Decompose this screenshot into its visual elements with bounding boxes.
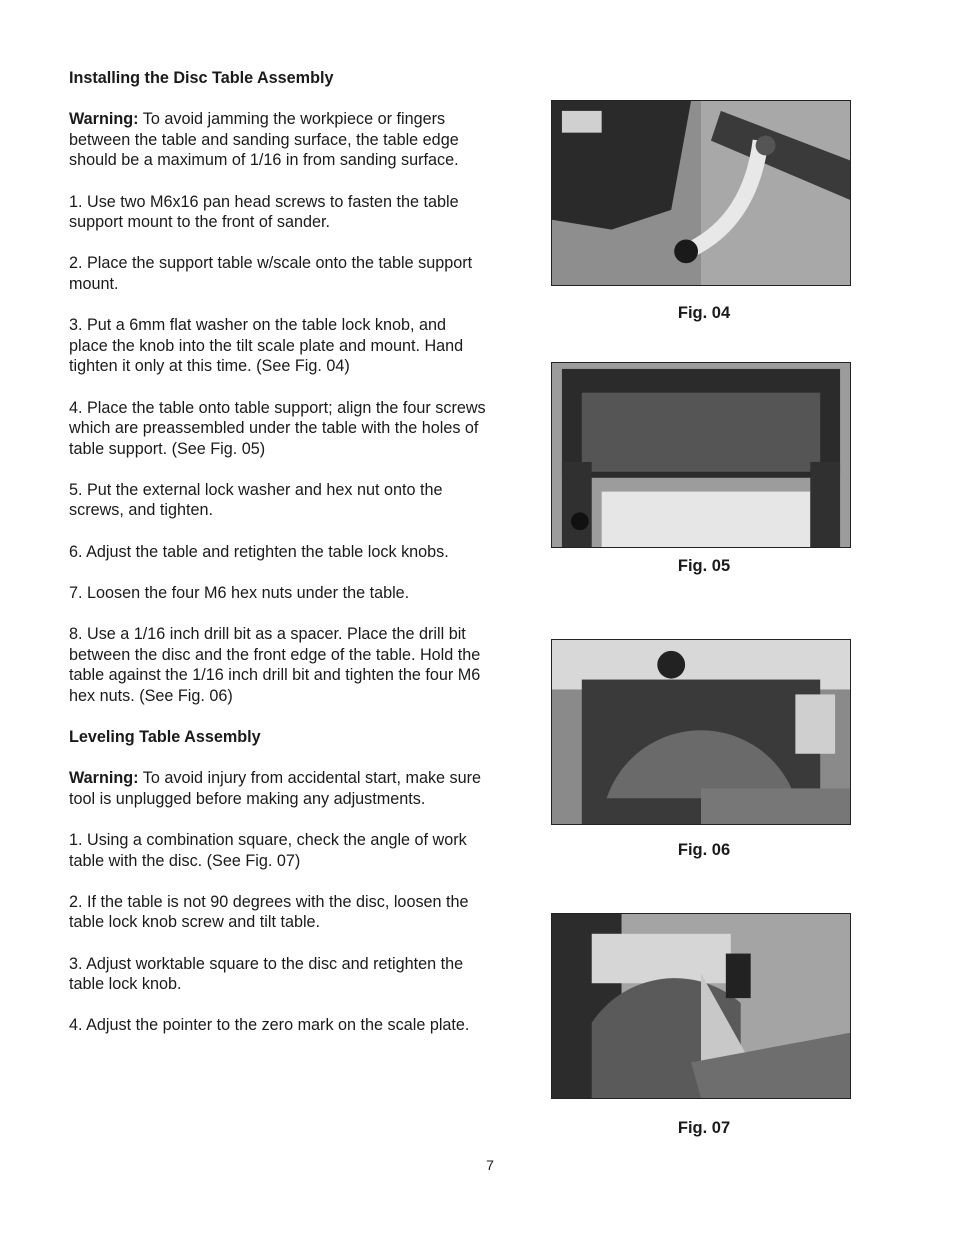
- install-step-2: 2. Place the support table w/scale onto the table support mount.: [69, 254, 473, 293]
- figure-06-photo: [551, 639, 851, 825]
- install-step-4: 4. Place the table onto table support; align the four screws which are preassembled under the table with the holes of table support. (See Fig. 05): [69, 398, 486, 458]
- figure-05-photo: [551, 362, 851, 548]
- install-step-1: 1. Use two M6x16 pan head screws to fasten the table support mount to the front of sander.: [69, 192, 459, 232]
- page-number: 7: [486, 1157, 494, 1173]
- figure-04-photo: [551, 100, 851, 286]
- warning-text: To avoid jamming the workpiece or fingers between the table and sanding surface, the table edge should be a maximum of 1/16 in from sanding surface.: [69, 110, 459, 170]
- leveling-step-3: 3. Adjust worktable square to the disc and retighten the table lock knob.: [69, 954, 464, 994]
- install-step-5: 5. Put the external lock washer and hex nut onto the screws, and tighten.: [69, 480, 443, 520]
- install-step-7: 7. Loosen the four M6 hex nuts under the table.: [69, 583, 410, 602]
- leveling-step-2: 2. If the table is not 90 degrees with the disc, loosen the table lock knob screw and tilt table.: [69, 892, 469, 932]
- install-step-8: 8. Use a 1/16 inch drill bit as a spacer. Place the drill bit between the disc and the front edge of the table. Hold the table against the 1/16 inch drill bit and tighten the four M6 hex nuts. (See Fig. 06): [69, 625, 481, 705]
- instructions-column: [69, 68, 489, 1057]
- install-step-3: 3. Put a 6mm flat washer on the table lock knob, and place the knob into the tilt scale plate and mount. Hand tighten it only at this time. (See Fig. 04): [69, 316, 464, 376]
- section-heading-install: Installing the Disc Table Assembly: [69, 69, 334, 87]
- leveling-step-4: 4. Adjust the pointer to the zero mark on the scale plate.: [69, 1016, 470, 1035]
- warning-leveling: [69, 768, 489, 809]
- section-heading-leveling: Leveling Table Assembly: [69, 728, 261, 746]
- leveling-step-1: 1. Using a combination square, check the angle of work table with the disc. (See Fig. 07): [69, 830, 467, 870]
- warning-text: To avoid injury from accidental start, make sure tool is unplugged before making any adjustments.: [69, 769, 482, 808]
- warning-label: Warning:: [69, 110, 139, 129]
- figure-04-caption: Fig. 04: [677, 304, 731, 322]
- figure-05-caption: Fig. 05: [677, 557, 731, 575]
- figure-06-caption: Fig. 06: [677, 841, 731, 859]
- warning-label: Warning:: [69, 769, 139, 788]
- figure-07-caption: Fig. 07: [677, 1119, 731, 1137]
- install-step-6: 6. Adjust the table and retighten the table lock knobs.: [69, 542, 449, 561]
- warning-install: [69, 109, 489, 171]
- figure-07-photo: [551, 913, 851, 1099]
